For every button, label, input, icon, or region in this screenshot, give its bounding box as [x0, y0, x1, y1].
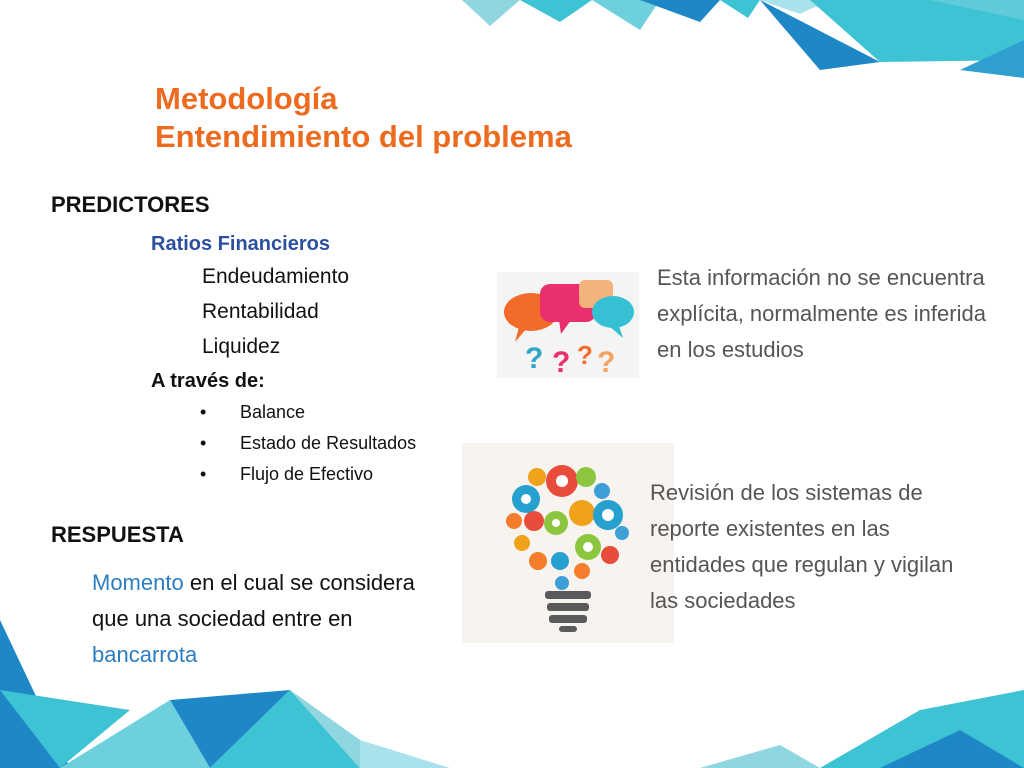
respuesta-text-middle: en el cual se considera que una sociedad entre en [92, 570, 415, 631]
predictores-heading: PREDICTORES [51, 192, 210, 217]
via-list [200, 397, 416, 490]
question-mark-icon: ? [577, 340, 593, 370]
bullet: • [200, 402, 207, 422]
list-item [200, 459, 416, 490]
question-mark-icon: ? [597, 346, 616, 378]
speech-bubbles-image [497, 272, 639, 378]
ratio-item: Liquidez [202, 335, 281, 358]
question-mark-icon: ? [525, 342, 544, 375]
speech-bubbles-question-icon [497, 272, 639, 378]
via-item-label: Estado de Resultados [240, 433, 417, 453]
respuesta-highlight-momento: Momento [92, 570, 184, 595]
respuesta-heading: RESPUESTA [51, 522, 184, 547]
slide-title [155, 80, 572, 156]
ratios-list [202, 259, 349, 364]
via-item-label: Balance [240, 402, 306, 422]
info-text: Esta información no se encuentra explícita, normalmente es inferida en los estudios [657, 265, 986, 362]
title-line-2: Entendimiento del problema [155, 119, 572, 154]
respuesta-highlight-bancarrota: bancarrota [92, 642, 198, 667]
via-item-label: Flujo de Efectivo [240, 464, 374, 484]
lightbulb-gears-icon [462, 443, 674, 643]
list-item [200, 428, 416, 459]
list-item [200, 397, 416, 428]
ratio-item: Rentabilidad [202, 300, 319, 323]
lightbulb-gears-image [462, 443, 674, 643]
bullet: • [200, 433, 207, 453]
respuesta-text [92, 565, 432, 673]
question-mark-icon: ? [552, 346, 571, 378]
bullet: • [200, 464, 207, 484]
ratios-label: Ratios Financieros [151, 233, 330, 255]
ratio-item: Endeudamiento [202, 265, 350, 288]
via-label: A través de: [151, 370, 265, 392]
title-line-1: Metodología [155, 81, 338, 116]
review-text: Revisión de los sistemas de reporte existentes en las entidades que regulan y vigilan las sociedades [650, 480, 954, 613]
